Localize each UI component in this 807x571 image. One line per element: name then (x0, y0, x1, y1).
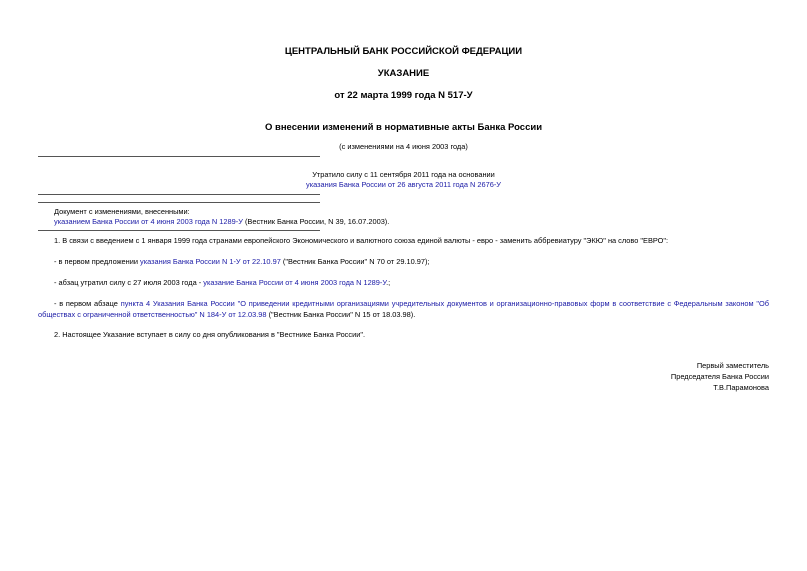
signature-name: Т.В.Парамонова (713, 383, 769, 392)
paragraph-1: 1. В связи с введением с 1 января 1999 года странами европейского Экономического и валютного союза единой валюты - евро - заменить аббревиатуру "ЭКЮ" на слово "ЕВРО": (54, 236, 669, 245)
divider (38, 202, 320, 203)
changes-intro: Документ с изменениями, внесенными: (54, 207, 190, 216)
paragraph-5: 2. Настоящее Указание вступает в силу со дня опубликования в "Вестнике Банка России". (54, 330, 366, 339)
changes-tail: (Вестник Банка России, N 39, 16.07.2003). (242, 217, 390, 226)
paragraph-4-link[interactable]: пункта 4 Указания Банка России "О приведении кредитными организациями учредительных документов и организационно-правовых форм в соответствие с Федеральным законом "Об обществах с ограниченной ответственностью" N 184-У от 12.03.98 (38, 299, 769, 319)
signature-line-1: Первый заместитель (696, 361, 769, 370)
doc-date-number: от 22 марта 1999 года N 517-У (334, 90, 473, 101)
signature-block (671, 360, 769, 393)
divider (38, 230, 320, 231)
paragraph-2: - в первом предложении указания Банка России N 1-У от 22.10.97 ("Вестник Банка России" N 70 от 29.10.97); (54, 257, 430, 266)
org-name: ЦЕНТРАЛЬНЫЙ БАНК РОССИЙСКОЙ ФЕДЕРАЦИИ (284, 46, 523, 57)
lost-force-note: Утратило силу с 11 сентября 2011 года на основании (312, 170, 495, 179)
divider (38, 194, 320, 195)
doc-title: О внесении изменений в нормативные акты Банка России (264, 122, 543, 133)
paragraph-3: - абзац утратил силу с 27 июля 2003 года - указание Банка России от 4 июня 2003 года N 1289-У.; (54, 278, 391, 287)
changes-link[interactable]: указанием Банка России от 4 июня 2003 года N 1289-У (54, 217, 243, 226)
lost-force-link[interactable]: указания Банка России от 26 августа 2011 года N 2676-У (306, 180, 501, 189)
signature-line-2: Председателя Банка России (670, 372, 769, 381)
paragraph-4: - в первом абзаце пункта 4 Указания Банка России "О приведении кредитными организациями учредительных документов и организационно-правовых форм в соответствие с Федеральным законом "Об обществах с ограниченной ответственностью" N 184-У от 12.03.98 ("Вестник Банка России" N 15 от 18.03.98). (38, 299, 769, 319)
paragraph-3-link[interactable]: указание Банка России от 4 июня 2003 года N 1289-У (203, 278, 387, 287)
edition-note: (с изменениями на 4 июня 2003 года) (339, 142, 468, 151)
changes-line (54, 216, 654, 227)
paragraph-2-link[interactable]: указания Банка России N 1-У от 22.10.97 (140, 257, 281, 266)
doc-type: УКАЗАНИЕ (377, 68, 430, 79)
divider (38, 156, 320, 157)
